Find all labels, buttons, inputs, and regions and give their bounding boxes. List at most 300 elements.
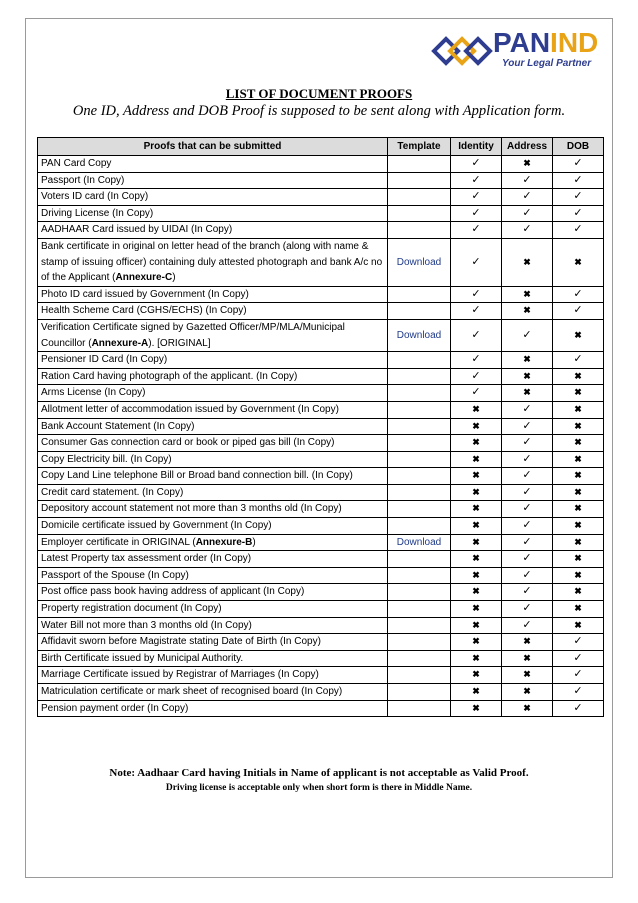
proof-text: AADHAAR Card issued by UIDAI (In Copy) bbox=[41, 224, 233, 236]
proof-cell bbox=[38, 567, 388, 584]
proof-text: Consumer Gas connection card or book or piped gas bill (In Copy) bbox=[41, 437, 335, 449]
cross-icon: ✖ bbox=[523, 652, 531, 663]
template-cell bbox=[388, 484, 451, 501]
table-row bbox=[38, 418, 604, 435]
dob-cell bbox=[553, 601, 604, 618]
proof-cell bbox=[38, 156, 388, 173]
proof-cell bbox=[38, 286, 388, 303]
check-icon: ✓ bbox=[573, 651, 583, 664]
check-icon: ✓ bbox=[522, 223, 532, 236]
proof-text-suffix: ). [ORIGINAL] bbox=[148, 337, 211, 349]
cross-icon: ✖ bbox=[523, 686, 531, 696]
template-cell bbox=[388, 650, 451, 667]
download-link[interactable]: Download bbox=[388, 238, 451, 286]
proof-cell bbox=[38, 667, 388, 684]
template-cell bbox=[388, 385, 451, 402]
table-row bbox=[38, 667, 604, 684]
address-cell bbox=[502, 189, 553, 206]
dob-cell bbox=[553, 617, 604, 634]
template-cell bbox=[388, 205, 451, 222]
cross-icon: ✖ bbox=[472, 503, 480, 514]
template-cell bbox=[388, 435, 451, 452]
check-icon: ✓ bbox=[522, 552, 532, 565]
identity-cell bbox=[451, 303, 502, 320]
cross-icon: ✖ bbox=[472, 553, 480, 564]
address-cell bbox=[502, 700, 553, 717]
check-icon: ✓ bbox=[522, 469, 532, 482]
table-row bbox=[38, 156, 604, 173]
cross-icon: ✖ bbox=[472, 636, 480, 647]
table-row bbox=[38, 451, 604, 468]
address-cell bbox=[502, 534, 553, 551]
check-icon: ✓ bbox=[522, 173, 532, 186]
table-row bbox=[38, 222, 604, 239]
identity-cell bbox=[451, 584, 502, 601]
dob-cell bbox=[553, 451, 604, 468]
cross-icon: ✖ bbox=[523, 702, 531, 713]
template-cell bbox=[388, 567, 451, 584]
table-header-row bbox=[38, 138, 604, 156]
identity-cell bbox=[451, 667, 502, 684]
dob-cell bbox=[553, 501, 604, 518]
template-cell bbox=[388, 468, 451, 485]
template-cell bbox=[388, 617, 451, 634]
proof-text: Marriage Certificate issued by Registrar of Marriages (In Copy) bbox=[41, 669, 319, 681]
table-row bbox=[38, 401, 604, 418]
dob-cell bbox=[553, 401, 604, 418]
page-subtitle: One ID, Address and DOB Proof is supposed to be sent along with Application form. bbox=[72, 103, 566, 119]
proof-cell bbox=[38, 518, 388, 535]
check-icon: ✓ bbox=[522, 602, 532, 615]
identity-cell bbox=[451, 700, 502, 717]
proof-cell bbox=[38, 319, 388, 351]
cross-icon: ✖ bbox=[472, 586, 480, 597]
header-template: Template bbox=[388, 138, 451, 156]
cross-icon: ✖ bbox=[472, 420, 480, 431]
proof-text: PAN Card Copy bbox=[41, 158, 112, 169]
check-icon: ✓ bbox=[522, 402, 532, 415]
identity-cell bbox=[451, 418, 502, 435]
identity-cell bbox=[451, 238, 502, 286]
template-cell bbox=[388, 286, 451, 303]
template-cell bbox=[388, 352, 451, 369]
template-cell bbox=[388, 700, 451, 717]
proof-cell bbox=[38, 700, 388, 717]
identity-cell bbox=[451, 435, 502, 452]
cross-icon: ✖ bbox=[574, 619, 582, 630]
identity-cell bbox=[451, 518, 502, 535]
cross-icon: ✖ bbox=[574, 536, 582, 547]
cross-icon: ✖ bbox=[472, 453, 480, 464]
address-cell bbox=[502, 303, 553, 320]
table-row bbox=[38, 189, 604, 206]
identity-cell bbox=[451, 286, 502, 303]
header-proofs: Proofs that can be submitted bbox=[38, 138, 388, 156]
annexure-label: Annexure-B bbox=[195, 536, 253, 548]
table-row bbox=[38, 368, 604, 385]
proof-cell bbox=[38, 385, 388, 402]
identity-cell bbox=[451, 551, 502, 568]
template-cell bbox=[388, 222, 451, 239]
table-row bbox=[38, 385, 604, 402]
table-row bbox=[38, 617, 604, 634]
dob-cell bbox=[553, 189, 604, 206]
cross-icon: ✖ bbox=[523, 256, 531, 267]
cross-icon: ✖ bbox=[472, 652, 480, 663]
table-row bbox=[38, 584, 604, 601]
check-icon: ✓ bbox=[573, 304, 583, 317]
address-cell bbox=[502, 468, 553, 485]
proof-cell bbox=[38, 601, 388, 618]
address-cell bbox=[502, 222, 553, 239]
template-cell bbox=[388, 601, 451, 618]
identity-cell bbox=[451, 650, 502, 667]
download-link[interactable]: Download bbox=[388, 534, 451, 551]
proof-cell bbox=[38, 551, 388, 568]
check-icon: ✓ bbox=[522, 452, 532, 465]
proof-text: Photo ID card issued by Government (In Copy) bbox=[41, 288, 249, 300]
proof-cell bbox=[38, 484, 388, 501]
cross-icon: ✖ bbox=[574, 553, 582, 564]
address-cell bbox=[502, 684, 553, 701]
dob-cell bbox=[553, 172, 604, 189]
cross-icon: ✖ bbox=[574, 603, 582, 614]
proof-cell bbox=[38, 418, 388, 435]
identity-cell bbox=[451, 617, 502, 634]
proof-cell bbox=[38, 501, 388, 518]
table-row bbox=[38, 601, 604, 618]
cross-icon: ✖ bbox=[523, 387, 531, 398]
check-icon: ✓ bbox=[573, 685, 583, 697]
identity-cell bbox=[451, 189, 502, 206]
dob-cell bbox=[553, 684, 604, 701]
template-cell bbox=[388, 584, 451, 601]
cross-icon: ✖ bbox=[472, 536, 480, 547]
template-cell bbox=[388, 401, 451, 418]
proof-text: Copy Electricity bill. (In Copy) bbox=[41, 453, 172, 465]
cross-icon: ✖ bbox=[574, 370, 582, 381]
dob-cell bbox=[553, 634, 604, 651]
check-icon: ✓ bbox=[471, 190, 481, 203]
template-cell bbox=[388, 667, 451, 684]
address-cell bbox=[502, 385, 553, 402]
proof-text: Water Bill not more than 3 months old (In Copy) bbox=[41, 619, 252, 631]
proof-text: Affidavit sworn before Magistrate stating Date of Birth (In Copy) bbox=[41, 636, 321, 648]
cross-icon: ✖ bbox=[523, 370, 531, 381]
cross-icon: ✖ bbox=[523, 158, 531, 168]
template-cell bbox=[388, 551, 451, 568]
proof-text: Bank Account Statement (In Copy) bbox=[41, 420, 195, 432]
check-icon: ✓ bbox=[522, 568, 532, 581]
cross-icon: ✖ bbox=[574, 387, 582, 398]
download-link[interactable]: Download bbox=[388, 319, 451, 351]
proof-text: Ration Card having photograph of the applicant. (In Copy) bbox=[41, 370, 298, 382]
cross-icon: ✖ bbox=[574, 403, 582, 414]
check-icon: ✓ bbox=[471, 328, 481, 341]
identity-cell bbox=[451, 468, 502, 485]
dob-cell bbox=[553, 700, 604, 717]
table-row bbox=[38, 352, 604, 369]
address-cell bbox=[502, 601, 553, 618]
proof-text: Pension payment order (In Copy) bbox=[41, 702, 189, 714]
proof-text-suffix: ) bbox=[172, 272, 176, 284]
template-cell bbox=[388, 684, 451, 701]
header-dob: DOB bbox=[553, 138, 604, 156]
dob-cell bbox=[553, 534, 604, 551]
cross-icon: ✖ bbox=[472, 437, 480, 448]
check-icon: ✓ bbox=[471, 287, 481, 300]
cross-icon: ✖ bbox=[523, 288, 531, 299]
proof-cell bbox=[38, 368, 388, 385]
check-icon: ✓ bbox=[471, 386, 481, 399]
dob-cell bbox=[553, 205, 604, 222]
table-row bbox=[38, 684, 604, 701]
address-cell bbox=[502, 435, 553, 452]
proof-cell bbox=[38, 238, 388, 286]
dob-cell bbox=[553, 667, 604, 684]
dob-cell bbox=[553, 156, 604, 173]
template-cell bbox=[388, 418, 451, 435]
proof-text: Driving License (In Copy) bbox=[41, 207, 154, 219]
template-cell bbox=[388, 303, 451, 320]
table-row bbox=[38, 634, 604, 651]
proofs-table bbox=[37, 137, 604, 717]
identity-cell bbox=[451, 156, 502, 173]
identity-cell bbox=[451, 634, 502, 651]
address-cell bbox=[502, 617, 553, 634]
proof-cell bbox=[38, 222, 388, 239]
template-cell bbox=[388, 156, 451, 173]
cross-icon: ✖ bbox=[574, 420, 582, 431]
template-cell bbox=[388, 518, 451, 535]
proof-text: Copy Land Line telephone Bill or Broad band connection bill. (In Copy) bbox=[41, 470, 353, 482]
template-cell bbox=[388, 634, 451, 651]
address-cell bbox=[502, 401, 553, 418]
check-icon: ✓ bbox=[522, 190, 532, 203]
table-row bbox=[38, 484, 604, 501]
table-row bbox=[38, 205, 604, 222]
table-row bbox=[38, 435, 604, 452]
check-icon: ✓ bbox=[522, 436, 532, 449]
identity-cell bbox=[451, 172, 502, 189]
check-icon: ✓ bbox=[522, 618, 532, 631]
panind-logo bbox=[430, 27, 610, 75]
check-icon: ✓ bbox=[471, 353, 481, 366]
check-icon: ✓ bbox=[471, 255, 481, 268]
proof-text: Domicile certificate issued by Government (In Copy) bbox=[41, 520, 272, 532]
identity-cell bbox=[451, 205, 502, 222]
header-address: Address bbox=[502, 138, 553, 156]
table-row bbox=[38, 650, 604, 667]
proof-cell bbox=[38, 617, 388, 634]
note-aadhaar: Note: Aadhaar Card having Initials in Name of applicant is not acceptable as Valid Proof. bbox=[109, 767, 529, 779]
address-cell bbox=[502, 667, 553, 684]
address-cell bbox=[502, 418, 553, 435]
identity-cell bbox=[451, 501, 502, 518]
identity-cell bbox=[451, 401, 502, 418]
identity-cell bbox=[451, 534, 502, 551]
check-icon: ✓ bbox=[522, 519, 532, 532]
cross-icon: ✖ bbox=[574, 520, 582, 531]
template-cell bbox=[388, 368, 451, 385]
dob-cell bbox=[553, 567, 604, 584]
dob-cell bbox=[553, 435, 604, 452]
proof-cell bbox=[38, 584, 388, 601]
table-row bbox=[38, 319, 604, 351]
cross-icon: ✖ bbox=[523, 354, 531, 365]
cross-icon: ✖ bbox=[472, 470, 480, 481]
proof-cell bbox=[38, 684, 388, 701]
template-cell bbox=[388, 451, 451, 468]
header-identity: Identity bbox=[451, 138, 502, 156]
cross-icon: ✖ bbox=[472, 569, 480, 580]
identity-cell bbox=[451, 319, 502, 351]
address-cell bbox=[502, 484, 553, 501]
logo-mark-icon bbox=[430, 29, 496, 73]
dob-cell bbox=[553, 551, 604, 568]
check-icon: ✓ bbox=[471, 157, 481, 169]
dob-cell bbox=[553, 303, 604, 320]
dob-cell bbox=[553, 468, 604, 485]
proof-text: Passport of the Spouse (In Copy) bbox=[41, 569, 189, 581]
table-row bbox=[38, 567, 604, 584]
proof-text-suffix: ) bbox=[252, 536, 256, 548]
dob-cell bbox=[553, 650, 604, 667]
check-icon: ✓ bbox=[471, 304, 481, 317]
address-cell bbox=[502, 584, 553, 601]
proof-cell bbox=[38, 451, 388, 468]
check-icon: ✓ bbox=[522, 485, 532, 498]
identity-cell bbox=[451, 385, 502, 402]
cross-icon: ✖ bbox=[574, 329, 582, 340]
identity-cell bbox=[451, 484, 502, 501]
dob-cell bbox=[553, 368, 604, 385]
template-cell bbox=[388, 501, 451, 518]
logo-brand-text: PANIND bbox=[493, 27, 599, 58]
table-row bbox=[38, 700, 604, 717]
check-icon: ✓ bbox=[522, 502, 532, 515]
cross-icon: ✖ bbox=[472, 403, 480, 414]
check-icon: ✓ bbox=[471, 173, 481, 186]
check-icon: ✓ bbox=[573, 223, 583, 236]
proof-text: Property registration document (In Copy) bbox=[41, 603, 222, 615]
logo-tagline: Your Legal Partner bbox=[502, 58, 592, 69]
proof-text: Matriculation certificate or mark sheet of recognised board (In Copy) bbox=[41, 686, 343, 697]
proof-text: Arms License (In Copy) bbox=[41, 387, 146, 399]
check-icon: ✓ bbox=[522, 535, 532, 548]
check-icon: ✓ bbox=[522, 206, 532, 219]
check-icon: ✓ bbox=[573, 287, 583, 300]
cross-icon: ✖ bbox=[472, 520, 480, 531]
proof-text: Credit card statement. (In Copy) bbox=[41, 486, 184, 498]
proof-cell bbox=[38, 189, 388, 206]
identity-cell bbox=[451, 222, 502, 239]
check-icon: ✓ bbox=[471, 206, 481, 219]
address-cell bbox=[502, 286, 553, 303]
cross-icon: ✖ bbox=[472, 686, 480, 696]
table-row bbox=[38, 468, 604, 485]
annexure-label: Annexure-C bbox=[115, 272, 173, 284]
check-icon: ✓ bbox=[522, 328, 532, 341]
dob-cell bbox=[553, 238, 604, 286]
address-cell bbox=[502, 368, 553, 385]
proof-text: Depository account statement not more than 3 months old (In Copy) bbox=[41, 503, 342, 515]
proof-cell bbox=[38, 303, 388, 320]
dob-cell bbox=[553, 319, 604, 351]
check-icon: ✓ bbox=[522, 585, 532, 598]
proof-cell bbox=[38, 435, 388, 452]
cross-icon: ✖ bbox=[574, 486, 582, 497]
cross-icon: ✖ bbox=[523, 305, 531, 316]
annexure-label: Annexure-A bbox=[91, 337, 149, 349]
dob-cell bbox=[553, 518, 604, 535]
dob-cell bbox=[553, 286, 604, 303]
address-cell bbox=[502, 205, 553, 222]
proof-text: Bank certificate in original on letter head of the branch (along with name & stamp of issuing officer) containing duly attested photograph and bank A/c no of the Applicant ( bbox=[41, 240, 383, 284]
proof-text: Latest Property tax assessment order (In Copy) bbox=[41, 553, 252, 565]
identity-cell bbox=[451, 684, 502, 701]
cross-icon: ✖ bbox=[472, 486, 480, 497]
address-cell bbox=[502, 156, 553, 173]
proof-text: Passport (In Copy) bbox=[41, 174, 125, 186]
cross-icon: ✖ bbox=[574, 256, 582, 267]
dob-cell bbox=[553, 222, 604, 239]
identity-cell bbox=[451, 451, 502, 468]
template-cell bbox=[388, 172, 451, 189]
address-cell bbox=[502, 451, 553, 468]
check-icon: ✓ bbox=[471, 223, 481, 236]
note-driving-license: Driving license is acceptable only when short form is there in Middle Name. bbox=[165, 783, 473, 793]
cross-icon: ✖ bbox=[523, 669, 531, 680]
table-row bbox=[38, 172, 604, 189]
cross-icon: ✖ bbox=[523, 636, 531, 647]
identity-cell bbox=[451, 368, 502, 385]
proof-cell bbox=[38, 352, 388, 369]
cross-icon: ✖ bbox=[574, 453, 582, 464]
proof-cell bbox=[38, 401, 388, 418]
proof-text: Employer certificate in ORIGINAL ( bbox=[41, 536, 196, 548]
dob-cell bbox=[553, 484, 604, 501]
address-cell bbox=[502, 650, 553, 667]
identity-cell bbox=[451, 567, 502, 584]
address-cell bbox=[502, 172, 553, 189]
table-row bbox=[38, 518, 604, 535]
check-icon: ✓ bbox=[573, 635, 583, 648]
check-icon: ✓ bbox=[522, 419, 532, 432]
cross-icon: ✖ bbox=[472, 603, 480, 614]
cross-icon: ✖ bbox=[574, 586, 582, 597]
proof-text: Verification Certificate signed by Gazetted Officer/MP/MLA/Municipal Councillor ( bbox=[41, 321, 345, 349]
cross-icon: ✖ bbox=[574, 503, 582, 514]
proof-text: Allotment letter of accommodation issued by Government (In Copy) bbox=[41, 403, 339, 415]
address-cell bbox=[502, 352, 553, 369]
identity-cell bbox=[451, 352, 502, 369]
proof-cell bbox=[38, 205, 388, 222]
table-row bbox=[38, 501, 604, 518]
dob-cell bbox=[553, 352, 604, 369]
proof-text: Health Scheme Card (CGHS/ECHS) (In Copy) bbox=[41, 305, 247, 317]
table-row bbox=[38, 303, 604, 320]
proof-cell bbox=[38, 468, 388, 485]
template-cell bbox=[388, 189, 451, 206]
check-icon: ✓ bbox=[573, 190, 583, 203]
proof-cell bbox=[38, 172, 388, 189]
cross-icon: ✖ bbox=[472, 702, 480, 713]
proof-cell bbox=[38, 634, 388, 651]
dob-cell bbox=[553, 584, 604, 601]
proof-text: Birth Certificate issued by Municipal Authority. bbox=[41, 652, 244, 664]
proof-text: Pensioner ID Card (In Copy) bbox=[41, 354, 168, 366]
